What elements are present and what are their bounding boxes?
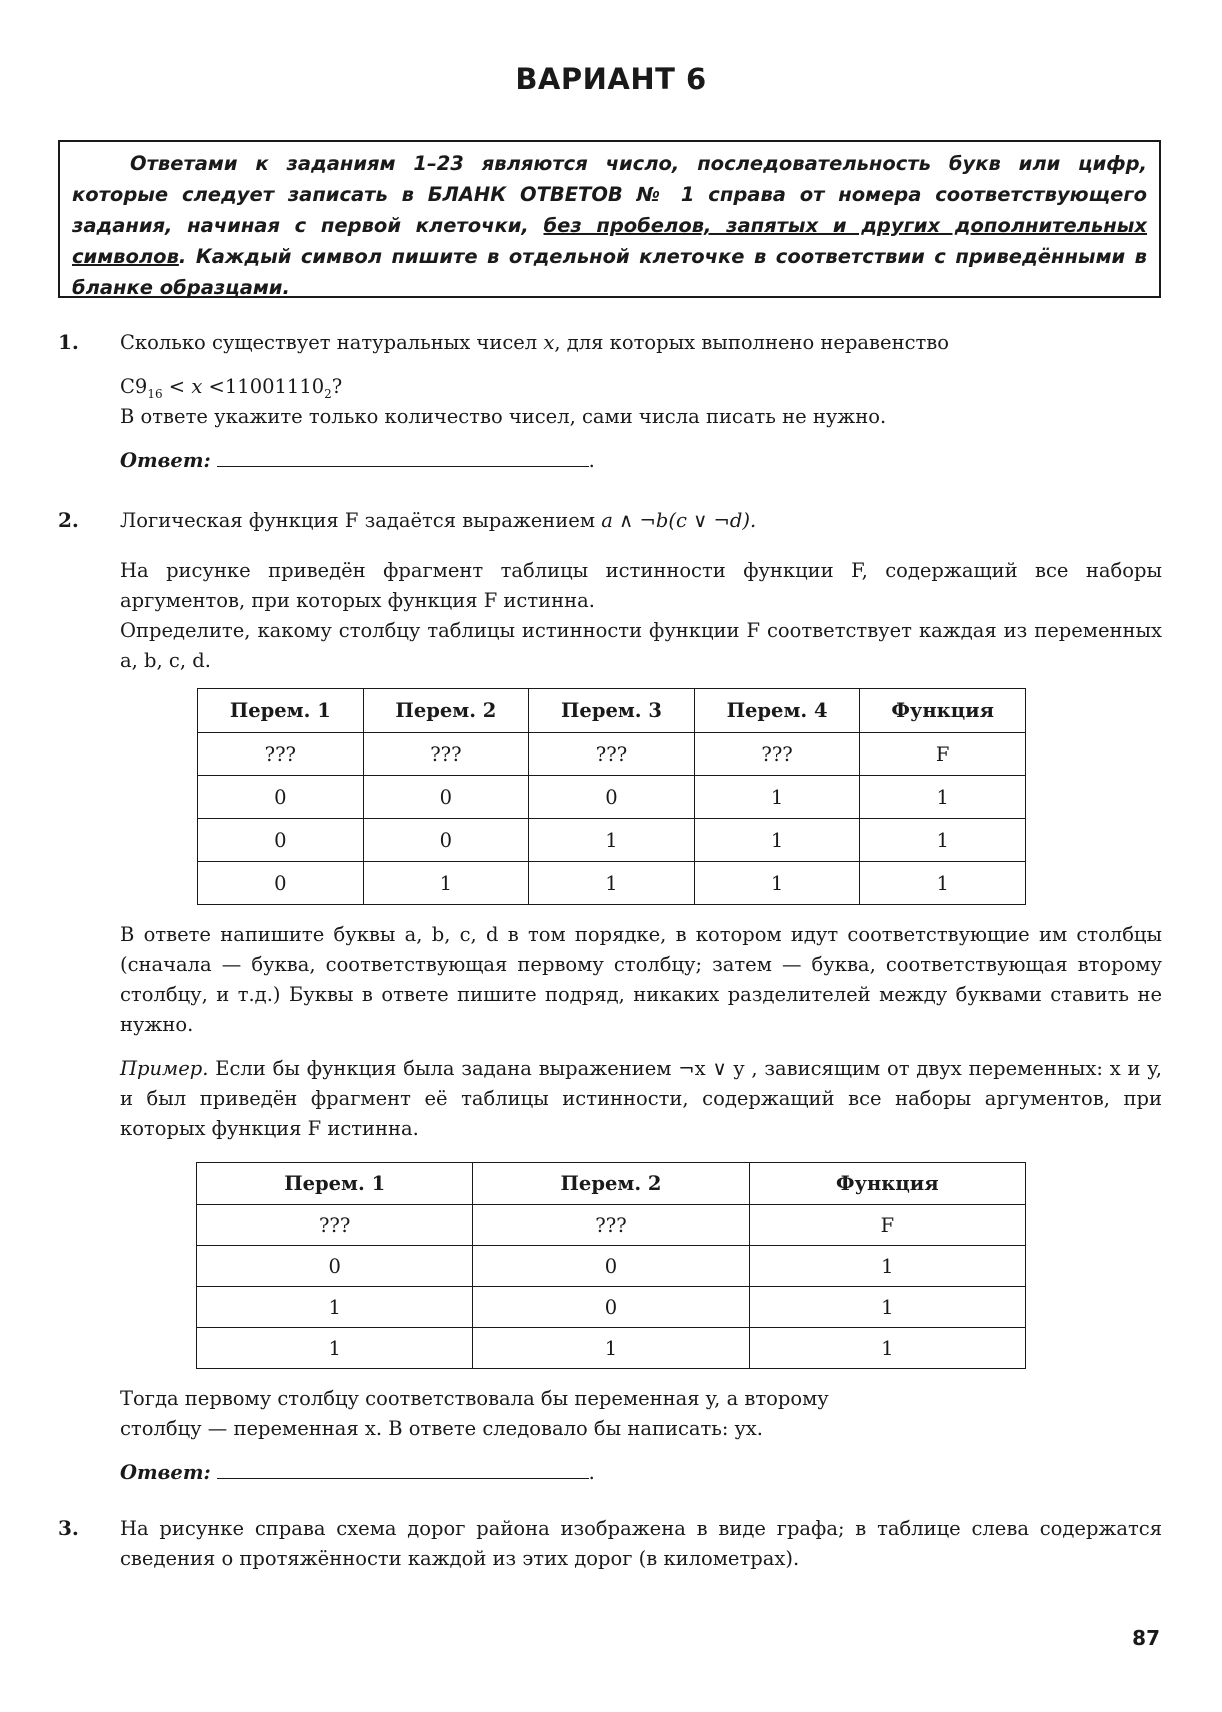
table-row: 0 0 0 1 1: [198, 776, 1026, 819]
instructions-text-end: . Каждый символ пишите в отдельной клеточке в соответствии с приведёнными в бланке образцами.: [72, 245, 1147, 299]
table-row: 1 0 1: [197, 1287, 1026, 1328]
task-2-example: Пример. Если бы функция была задана выражением ¬x ∨ y , зависящим от двух переменных: x и y, и был приведён фрагмент её таблицы истинности, содержащий все наборы аргументов, при которых функция F истинна.: [120, 1057, 1162, 1140]
task-2-conclusion-2: столбцу — переменная x. В ответе следовало бы написать: yx.: [120, 1417, 763, 1440]
table-row: 0 0 1 1 1: [198, 819, 1026, 862]
example-label: Пример.: [120, 1057, 209, 1080]
task-1-answer: Ответ: .: [120, 446, 1162, 476]
task-2-expression: a ∧ ¬b(c ∨ ¬d).: [601, 509, 757, 532]
task-1-number: 1.: [58, 330, 79, 354]
task-3-number: 3.: [58, 1516, 79, 1540]
answer-label: Ответ:: [120, 1461, 211, 1484]
task-2-conclusion-1: Тогда первому столбцу соответствовала бы переменная y, а второму: [120, 1387, 829, 1410]
example-table-header: Перем. 1: [197, 1163, 473, 1205]
answer-line[interactable]: [217, 1458, 589, 1479]
task-1-inequality: $C9_{16} < x <11001110_2$?: [120, 375, 343, 401]
task-1-line-3: В ответе укажите только количество чисел, сами числа писать не нужно.: [120, 405, 887, 428]
task-2-para-3: В ответе напишите буквы a, b, c, d в том порядке, в котором идут соответствующие им столбцы (сначала — буква, соответствующая первому столбцу; затем — буква, соответствующая второму столбцу, и т.д.) Буквы в ответе пишите подряд, никаких разделителей между буквами ставить не нужно.: [120, 923, 1162, 1036]
answer-label: Ответ:: [120, 449, 211, 472]
truth-table-header: Перем. 3: [529, 689, 695, 733]
answer-line[interactable]: [217, 446, 589, 467]
example-table-header: Функция: [749, 1163, 1025, 1205]
table-row: ??? ??? F: [197, 1205, 1026, 1246]
task-1-line-1: Сколько существует натуральных чисел x, для которых выполнено неравенство: [120, 331, 950, 354]
table-row: 0 1 1 1 1: [198, 862, 1026, 905]
instructions-box: [58, 140, 1161, 298]
truth-table-header: Перем. 4: [694, 689, 860, 733]
instructions-text: Ответами к заданиям 1–23 являются число, последовательность букв или цифр, которые следует записать в БЛАНК ОТВЕТОВ № 1 справа от номера соответствующего задания, начиная с первой клеточки,: [72, 152, 1147, 237]
page-number: 87: [1132, 1626, 1160, 1650]
table-row: ??? ??? ??? ??? F: [198, 733, 1026, 776]
task-2-answer: Ответ: .: [120, 1458, 1162, 1488]
example-truth-table: [196, 1162, 1026, 1369]
table-row: 0 0 1: [197, 1246, 1026, 1287]
task-2-number: 2.: [58, 508, 79, 532]
example-table-header: Перем. 2: [473, 1163, 749, 1205]
truth-table: [197, 688, 1026, 905]
task-2-intro: Логическая функция F задаётся выражением a ∧ ¬b(c ∨ ¬d).: [120, 509, 757, 532]
task-2-para-1: На рисунке приведён фрагмент таблицы истинности функции F, содержащий все наборы аргументов, при которых функция F истинна.: [120, 559, 1162, 612]
truth-table-header: Перем. 2: [363, 689, 529, 733]
truth-table-header: Функция: [860, 689, 1026, 733]
instructions-underlined: без пробелов, запятых и других дополнительных символов: [72, 214, 1147, 268]
task-2-para-2: Определите, какому столбцу таблицы истинности функции F соответствует каждая из переменных a, b, c, d.: [120, 619, 1162, 672]
page-title: ВАРИАНТ 6: [515, 62, 707, 96]
table-row: 1 1 1: [197, 1328, 1026, 1369]
truth-table-header: Перем. 1: [198, 689, 364, 733]
task-3-text: На рисунке справа схема дорог района изображена в виде графа; в таблице слева содержатся сведения о протяжённости каждой из этих дорог (в километрах).: [120, 1517, 1162, 1570]
